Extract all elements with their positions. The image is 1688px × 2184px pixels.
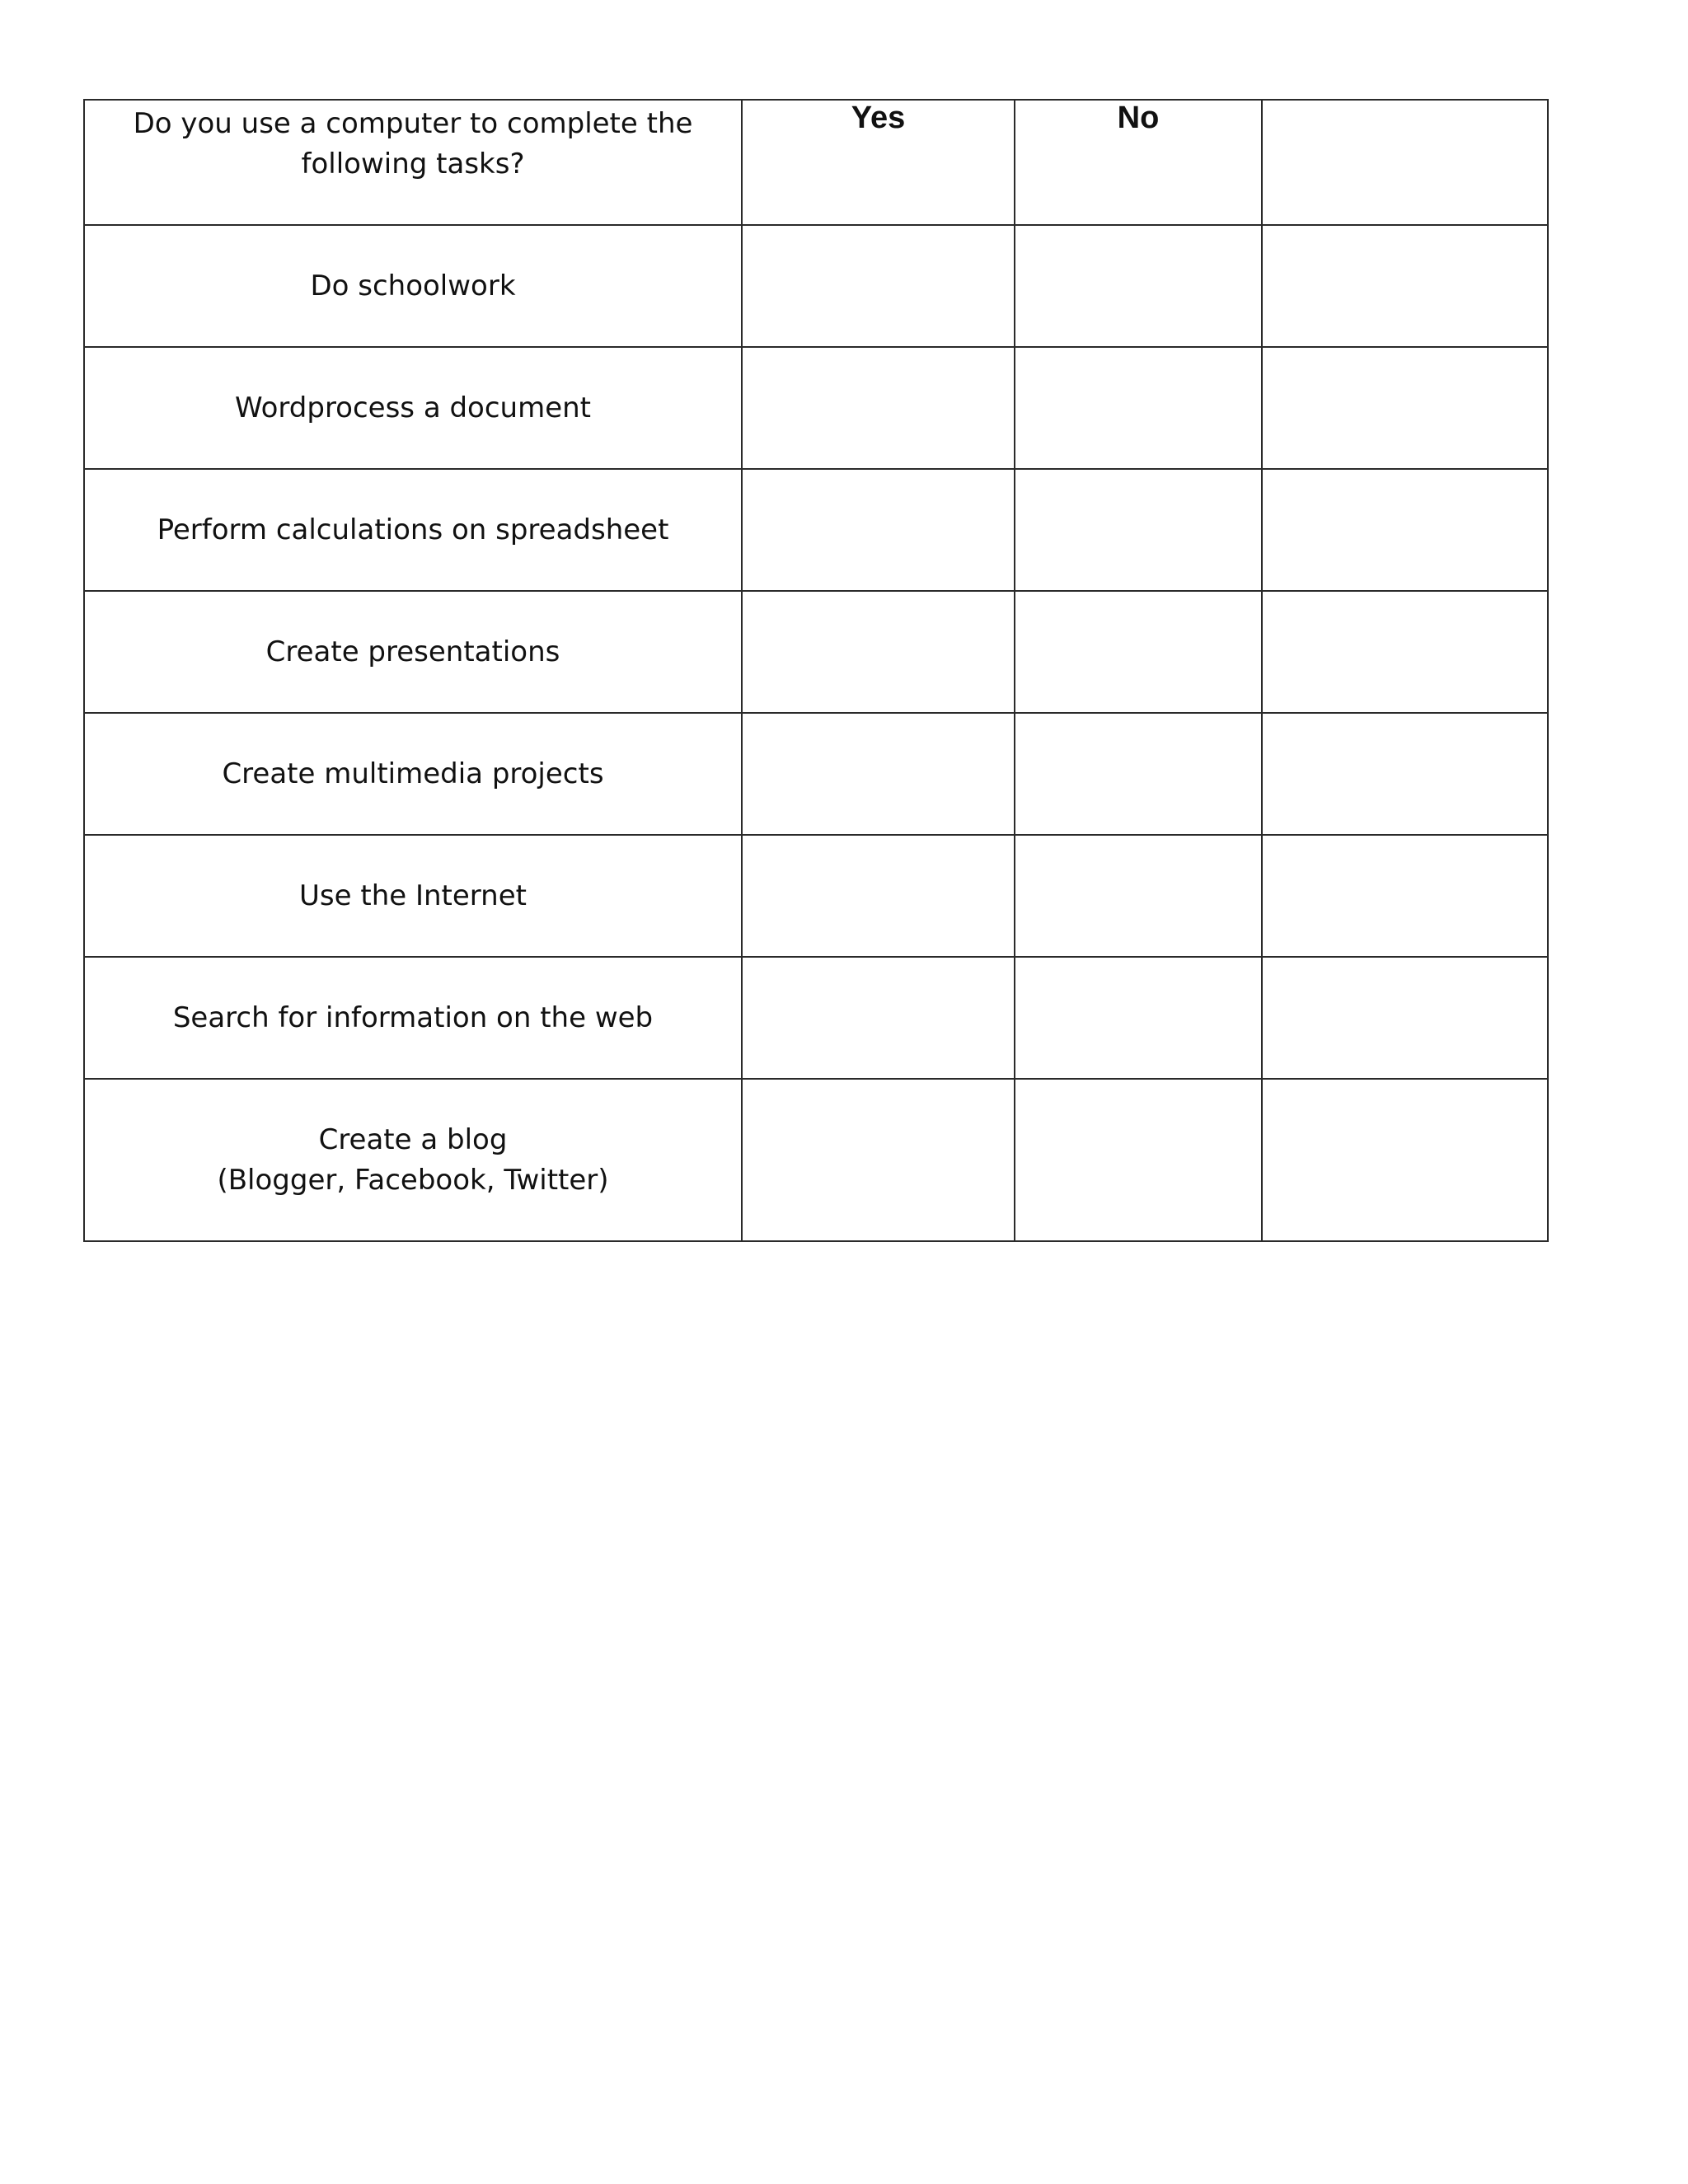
yes-answer-cell[interactable]	[742, 591, 1015, 713]
question-header-cell	[84, 100, 742, 225]
yes-answer-cell[interactable]	[742, 469, 1015, 591]
task-cell: Do schoolwork	[84, 225, 742, 347]
no-answer-cell[interactable]	[1015, 713, 1262, 835]
table-row	[84, 347, 1548, 469]
task-cell: Create multimedia projects	[84, 713, 742, 835]
task-cell: Perform calculations on spreadsheet	[84, 469, 742, 591]
task-cell: Wordprocess a document	[84, 347, 742, 469]
table-row	[84, 591, 1548, 713]
task-line-2: (Blogger, Facebook, Twitter)	[217, 1163, 609, 1197]
table-row	[84, 835, 1548, 957]
yes-column-header: Yes	[742, 100, 1015, 225]
question-header-line-2: following tasks?	[301, 148, 525, 180]
extra-answer-cell[interactable]	[1262, 1079, 1548, 1241]
extra-answer-cell[interactable]	[1262, 957, 1548, 1079]
yes-answer-cell[interactable]	[742, 1079, 1015, 1241]
no-answer-cell[interactable]	[1015, 225, 1262, 347]
yes-answer-cell[interactable]	[742, 347, 1015, 469]
question-header-line-1: Do you use a computer to complete the	[133, 107, 693, 140]
no-answer-cell[interactable]	[1015, 469, 1262, 591]
extra-answer-cell[interactable]	[1262, 713, 1548, 835]
no-answer-cell[interactable]	[1015, 835, 1262, 957]
task-cell	[84, 1079, 742, 1241]
task-cell: Search for information on the web	[84, 957, 742, 1079]
no-answer-cell[interactable]	[1015, 347, 1262, 469]
yes-answer-cell[interactable]	[742, 225, 1015, 347]
table-row	[84, 957, 1548, 1079]
extra-answer-cell[interactable]	[1262, 835, 1548, 957]
no-answer-cell[interactable]	[1015, 591, 1262, 713]
computer-use-survey-table	[83, 99, 1549, 1242]
no-column-header: No	[1015, 100, 1262, 225]
table-row	[84, 225, 1548, 347]
extra-answer-cell[interactable]	[1262, 225, 1548, 347]
task-line-1: Create a blog	[318, 1122, 508, 1156]
task-cell: Use the Internet	[84, 835, 742, 957]
extra-answer-cell[interactable]	[1262, 347, 1548, 469]
yes-answer-cell[interactable]	[742, 835, 1015, 957]
table-row	[84, 713, 1548, 835]
extra-answer-cell[interactable]	[1262, 591, 1548, 713]
table-header-row	[84, 100, 1548, 225]
extra-answer-cell[interactable]	[1262, 469, 1548, 591]
extra-column-header	[1262, 100, 1548, 225]
no-answer-cell[interactable]	[1015, 957, 1262, 1079]
no-answer-cell[interactable]	[1015, 1079, 1262, 1241]
table-row	[84, 469, 1548, 591]
yes-answer-cell[interactable]	[742, 957, 1015, 1079]
table-row	[84, 1079, 1548, 1241]
task-cell: Create presentations	[84, 591, 742, 713]
yes-answer-cell[interactable]	[742, 713, 1015, 835]
